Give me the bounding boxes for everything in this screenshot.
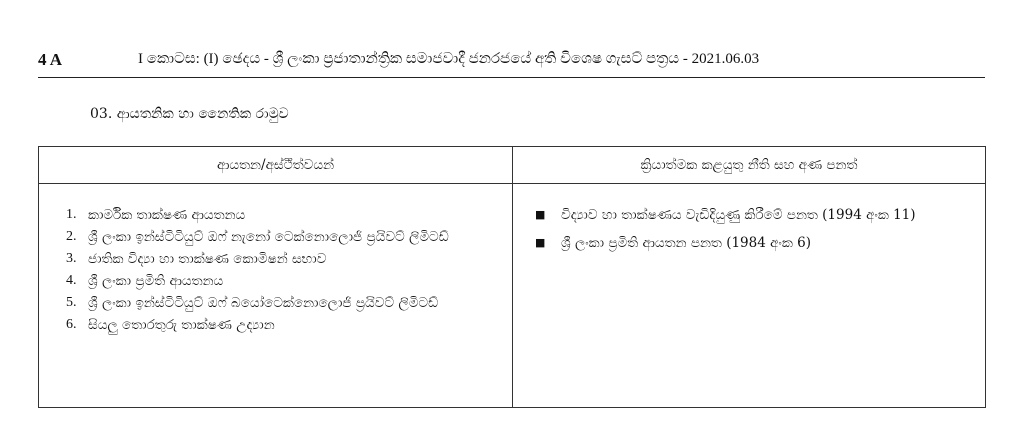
column-header-acts: ක්‍රියාත්මක කළයුතු නීති සහ අණ පනත් (513, 147, 986, 184)
page-header (38, 40, 985, 69)
acts-list (513, 184, 985, 254)
item-text: ශ්‍රී ලංකා ඉන්ස්ටිටියුට් ඔෆ් බයෝටෙක්නොලොජි ප්‍රයිවට් ලිමිටඩ් (88, 295, 439, 311)
list-item (535, 232, 985, 254)
list-item (66, 204, 512, 226)
square-bullet-icon: ■ (535, 236, 546, 249)
item-text: කාර්මික තාක්ෂණ ආයතනය (88, 207, 246, 223)
framework-table (38, 146, 986, 408)
list-item (66, 292, 512, 314)
list-item (66, 248, 512, 270)
item-number: 5. (66, 295, 77, 310)
table-body-row (39, 184, 986, 408)
item-number: 2. (66, 229, 77, 244)
institutions-list (39, 184, 512, 336)
page-number: 4 A (38, 50, 63, 69)
item-number: 6. (66, 317, 77, 332)
item-text: සියලු තොරතුරු තාක්ෂණ උද්‍යාන (88, 317, 275, 333)
item-text: ශ්‍රී ලංකා ප්‍රමිති ආයතනය (88, 273, 224, 289)
acts-cell (513, 184, 986, 408)
table-header-row (39, 147, 986, 184)
item-text: විද්‍යාව හා තාක්ෂණය වැඩිදියුණු කිරීමේ පනත (1994 අංක 11) (561, 207, 916, 223)
item-number: 4. (66, 273, 77, 288)
item-text: ශ්‍රී ලංකා ප්‍රමිති ආයතන පනත (1984 අංක 6) (561, 235, 811, 251)
list-item (66, 314, 512, 336)
list-item (535, 204, 985, 226)
list-item (66, 226, 512, 248)
square-bullet-icon: ■ (535, 208, 546, 221)
section-title: 03. ආයතනික හා නෛතික රාමුව (90, 106, 289, 122)
item-text: ශ්‍රී ලංකා ඉන්ස්ටිටියුට් ඔෆ් නැනෝ ටෙක්නොලොජි ප්‍රයිවට් ලිමිටඩ් (88, 229, 449, 245)
gazette-header-title: I කොටස: (I) ඡෙදය - ශ්‍රී ලංකා ප්‍රජාතාන්ත්‍රික සමාජවාදී ජනරජයේ අති විශෙෂ ගැසට් පත්‍රය - 2021.06.03 (138, 51, 760, 67)
item-text: ජාතික විද්‍යා හා තාක්ෂණ කොමිෂන් සභාව (88, 251, 327, 267)
header-divider (38, 77, 985, 78)
item-number: 1. (66, 207, 77, 222)
item-number: 3. (66, 251, 77, 266)
column-header-institutions: ආයතන/අස්ථිත්වයන් (39, 147, 513, 184)
list-item (66, 270, 512, 292)
institutions-cell (39, 184, 513, 408)
